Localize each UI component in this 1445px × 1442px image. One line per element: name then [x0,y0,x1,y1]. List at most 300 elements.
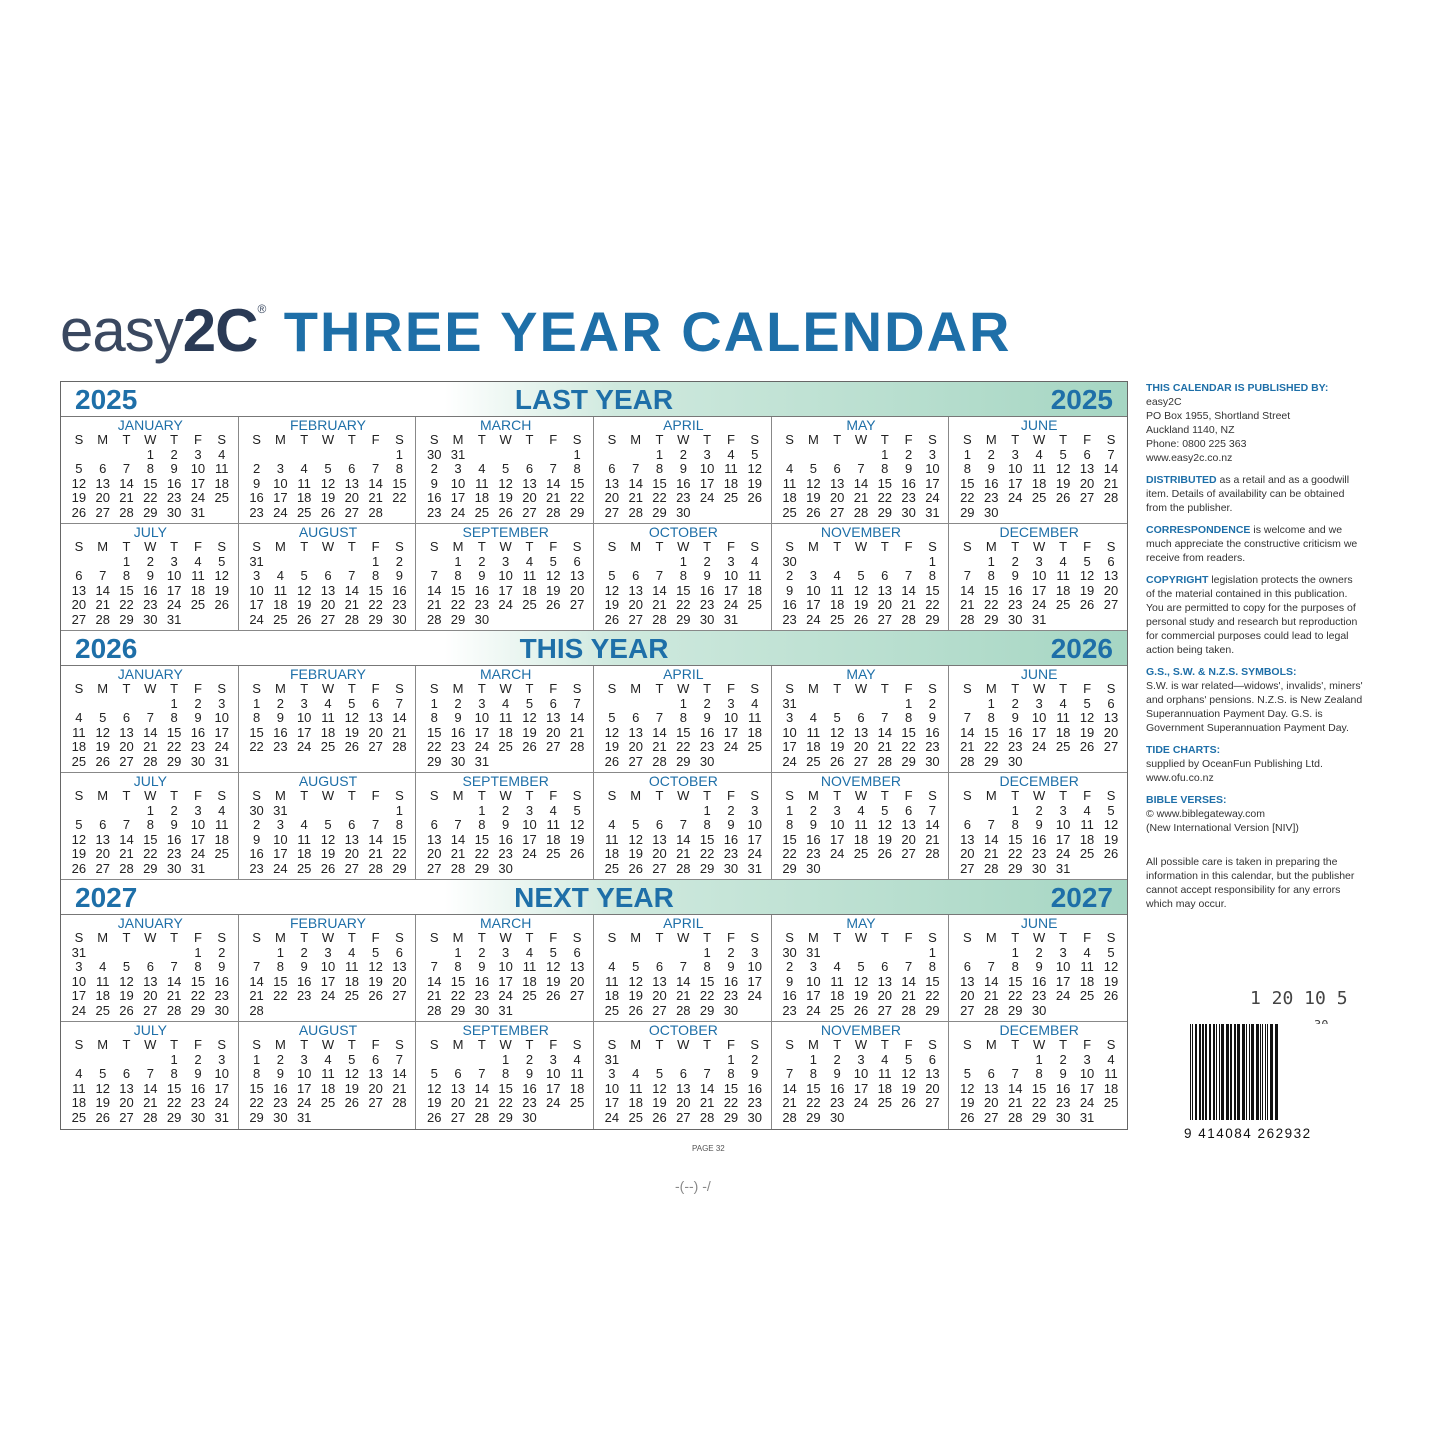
day-cell [67,1053,91,1068]
day-cell: 28 [119,860,134,876]
weekday-header: S [785,432,794,447]
day-cell: 1 [454,553,462,569]
weekday-header: T [477,432,486,447]
day-cell: 4 [218,446,226,462]
published-line: www.easy2c.co.nz [1146,452,1233,464]
day-cell: 26 [604,753,620,769]
day-cell: 1 [252,695,261,711]
weekday-header: F [726,432,735,447]
weekday-header: T [655,1037,664,1052]
day-cell: 19 [604,739,620,754]
day-cell: 22 [143,490,158,505]
barcode-bar [1275,1024,1278,1120]
weekday-header: W [321,681,335,696]
day-cell [849,862,873,877]
day-cell [1051,1004,1075,1019]
day-cell [849,448,873,463]
day-cell: 5 [430,1066,438,1081]
day-cell: 20 [1103,724,1119,740]
day-cell: 20 [628,597,643,612]
day-cell: 17 [806,597,821,612]
barcode-bar [1202,1024,1204,1120]
day-cell: 19 [214,582,229,598]
day-cell: 20 [652,988,667,1003]
day-cell: 22 [901,739,916,754]
day-cell: 1 [963,446,971,462]
month-name: OCTOBER [648,1022,718,1038]
tide-line: supplied by OceanFun Publishing Ltd. [1146,758,1323,770]
day-cell: 5 [549,553,557,569]
weekday-header: T [347,681,356,696]
day-cell [1099,1004,1123,1019]
weekday-header: T [525,681,534,696]
day-cell: 9 [1059,1066,1067,1081]
day-cell: 11 [297,475,311,491]
day-cell: 19 [604,597,620,612]
day-cell: 6 [881,959,889,974]
day-cell: 6 [833,461,841,476]
day-cell: 6 [573,553,581,569]
weekday-header: W [854,930,868,945]
day-cell: 29 [723,1109,739,1125]
day-cell [422,555,446,570]
day-cell [245,946,269,961]
day-cell: 15 [877,475,893,491]
day-cell: 29 [676,611,691,627]
day-cell: 4 [1107,1051,1115,1067]
day-cell: 21 [984,988,999,1003]
day-cell: 5 [809,461,817,476]
day-cell: 16 [782,988,797,1003]
day-cell: 23 [723,846,739,861]
day-cell [743,1004,767,1019]
day-cell: 15 [1007,831,1023,847]
day-grid [778,433,945,520]
day-cell [541,448,565,463]
day-cell: 7 [252,959,261,974]
day-cell: 9 [904,461,913,476]
day-cell: 22 [249,1095,264,1110]
day-cell: 29 [474,860,490,876]
barcode-bar [1230,1024,1232,1120]
month-name: SEPTEMBER [462,1022,549,1038]
day-cell: 28 [249,1002,264,1018]
day-cell [624,555,648,570]
day-cell: 17 [450,490,466,505]
day-cell: 24 [320,988,336,1003]
weekday-header: W [1033,1037,1046,1052]
day-cell: 13 [1079,461,1095,476]
month-july [61,773,239,880]
day-cell: 14 [901,582,916,598]
day-cell: 29 [1007,1002,1023,1018]
day-cell: 31 [747,860,762,876]
day-cell: 29 [1031,1109,1047,1125]
day-cell: 27 [1079,490,1095,505]
day-cell: 20 [1079,475,1095,491]
day-cell: 16 [806,831,821,847]
weekday-header: S [252,1037,261,1052]
day-cell: 3 [502,944,510,960]
day-cell [1027,506,1051,521]
day-cell: 20 [119,739,134,754]
month-name: SEPTEMBER [462,524,549,540]
day-cell: 22 [392,490,407,505]
day-cell: 27 [829,504,845,520]
day-cell [470,1053,494,1068]
months-grid [61,915,1127,1129]
weekday-header: S [785,681,794,696]
day-cell: 18 [829,988,845,1003]
day-cell: 22 [676,739,691,754]
day-cell: 30 [474,1002,490,1018]
month-april [594,915,772,1022]
month-may [772,417,950,524]
day-cell [873,1111,897,1126]
day-cell: 11 [546,817,561,832]
day-cell: 14 [119,475,134,491]
day-cell [316,555,340,570]
weekday-header: T [1011,1037,1020,1052]
day-cell: 7 [655,568,664,583]
day-cell: 6 [881,568,889,583]
day-cell: 3 [549,1051,557,1067]
day-cell: 4 [833,959,841,974]
day-cell: 7 [881,710,889,725]
day-cell: 17 [498,582,513,598]
month-december [949,773,1127,880]
day-cell: 28 [392,739,407,754]
day-cell: 24 [1007,490,1023,505]
day-cell: 19 [320,846,336,861]
day-cell: 8 [478,817,486,832]
day-cell: 12 [320,475,336,491]
day-cell [955,555,979,570]
day-cell: 3 [1059,802,1067,818]
day-cell: 16 [1055,1080,1071,1096]
day-cell: 11 [1080,817,1094,832]
day-grid [422,433,589,520]
day-cell: 6 [632,568,640,583]
day-cell: 4 [727,446,735,462]
day-cell: 28 [1103,490,1119,505]
month-name: AUGUST [298,1022,358,1038]
day-cell: 29 [984,611,999,627]
day-cell: 27 [652,860,667,876]
day-cell: 5 [857,568,865,583]
day-cell: 18 [604,846,620,861]
day-cell: 28 [119,504,134,520]
day-cell: 27 [392,988,407,1003]
day-cell: 14 [984,973,999,989]
day-cell: 4 [1083,944,1091,960]
day-cell: 30 [901,504,916,520]
day-grid [955,931,1123,1018]
month-name: APRIL [663,417,704,433]
day-cell [518,613,542,628]
day-cell: 17 [747,973,762,989]
day-cell: 30 [699,611,715,627]
day-cell: 29 [877,504,893,520]
day-cell: 15 [450,973,466,989]
day-cell [67,804,91,819]
day-cell: 8 [252,710,261,725]
day-cell: 17 [1055,831,1071,847]
day-cell: 25 [829,611,845,627]
day-cell: 6 [75,568,83,583]
weekday-header: S [74,432,84,447]
day-cell: 11 [854,817,868,832]
day-cell: 22 [676,597,691,612]
day-cell: 15 [901,724,916,740]
day-cell: 22 [984,739,999,754]
weekday-header: S [1106,432,1116,447]
day-cell: 27 [628,611,643,627]
day-cell: 19 [652,1095,667,1110]
day-grid [955,540,1123,627]
day-cell: 29 [450,611,466,627]
day-cell: 23 [474,597,490,612]
day-cell: 24 [190,490,206,505]
day-cell: 15 [426,724,442,740]
day-cell: 14 [392,1066,407,1081]
weekday-header: M [807,539,819,554]
weekday-header: T [347,788,356,803]
day-cell: 20 [95,846,110,861]
year-label-right: 2026 [1050,633,1113,664]
day-cell: 21 [901,597,916,612]
day-cell: 18 [522,973,537,989]
day-cell: 8 [395,461,404,476]
day-cell: 31 [214,753,229,769]
day-cell: 15 [723,1080,739,1096]
day-cell: 17 [296,1080,312,1096]
day-cell: 4 [276,568,284,583]
day-cell: 21 [782,1095,797,1110]
day-cell: 1 [146,446,154,462]
weekday-header: M [97,432,109,447]
published-line: easy2C [1146,396,1182,408]
day-cell: 27 [960,1002,975,1018]
day-cell: 14 [628,475,643,491]
day-cell: 11 [878,1066,892,1081]
day-cell: 21 [676,846,691,861]
day-cell: 19 [1055,475,1071,491]
barcode-bar [1213,1024,1215,1120]
day-cell: 6 [679,1066,687,1081]
day-cell: 12 [95,724,110,740]
day-cell: 29 [249,1109,264,1125]
day-cell: 29 [806,1109,821,1125]
weekday-header: M [274,788,286,803]
day-cell: 27 [522,504,537,520]
day-cell: 30 [806,860,821,876]
weekday-header: T [1011,930,1020,945]
month-name: JULY [133,524,167,540]
day-cell: 30 [498,860,513,876]
day-cell: 4 [75,1066,83,1081]
day-cell: 14 [925,817,940,832]
weekday-header: W [321,432,335,447]
weekday-header: T [655,539,664,554]
day-cell: 21 [925,831,940,847]
day-cell: 19 [960,1095,975,1110]
distributed-section [1146,473,1364,515]
day-cell [979,804,1003,819]
day-cell: 6 [348,817,356,832]
day-cell: 20 [344,846,360,861]
day-cell: 8 [928,568,937,583]
day-cell: 17 [273,846,288,861]
day-cell: 19 [901,1080,916,1096]
day-cell: 24 [747,988,762,1003]
day-cell: 28 [166,1002,182,1018]
day-cell: 9 [502,817,510,832]
day-cell: 4 [1059,553,1067,569]
day-cell: 21 [1103,475,1119,491]
day-cell: 21 [960,597,975,612]
day-cell: 4 [75,710,83,725]
day-cell: 16 [1007,724,1023,740]
day-cell: 22 [426,739,442,754]
day-cell: 17 [829,831,845,847]
day-cell: 3 [857,1051,865,1067]
bible-line: © www.biblegateway.com [1146,808,1266,820]
day-cell: 14 [392,710,407,725]
day-cell: 15 [806,1080,821,1096]
day-cell: 12 [214,568,229,583]
day-cell [849,697,873,712]
day-cell: 19 [95,1095,110,1110]
weekday-header: S [962,930,972,945]
day-cell: 25 [723,490,739,505]
day-grid [245,789,412,876]
day-cell: 25 [498,739,513,754]
day-cell: 10 [829,817,845,832]
day-cell: 3 [276,461,284,476]
weekday-header: T [170,432,179,447]
day-grid [245,540,412,627]
day-cell: 17 [214,724,229,740]
day-cell: 17 [853,1080,869,1096]
weekday-header: T [477,1037,486,1052]
day-cell: 16 [474,973,490,989]
pencil-scribble: -(--) -/ [675,1178,711,1194]
day-cell: 26 [426,1109,442,1125]
day-cell: 3 [928,446,937,462]
day-cell: 12 [747,461,762,476]
weekday-header: T [525,788,534,803]
day-cell: 28 [1007,1109,1023,1125]
day-cell: 26 [71,860,87,876]
day-cell: 9 [276,1066,284,1081]
day-cell: 2 [252,461,261,476]
day-cell: 27 [546,739,561,754]
day-cell [624,946,648,961]
disclaimer: All possible care is taken in preparing the information in this calendar, but the publisher cannot accept responsibility for any errors which may occur. [1146,856,1355,910]
day-cell: 24 [214,1095,229,1110]
day-cell: 3 [727,695,735,711]
day-cell [494,613,518,628]
day-cell: 30 [190,1109,206,1125]
day-cell: 8 [454,568,462,583]
day-cell [1099,1111,1123,1126]
weekday-header: T [1059,930,1068,945]
day-cell: 6 [146,959,154,974]
day-cell: 26 [569,846,585,861]
day-cell: 23 [1007,739,1023,754]
day-cell: 26 [522,739,537,754]
correspondence-text: is welcome and we much appreciate the constructive criticism we receive from readers. [1146,524,1358,564]
day-cell: 30 [249,802,264,818]
day-cell: 8 [809,1066,817,1081]
weekday-header: T [703,1037,712,1052]
published-line: PO Box 1955, Shortland Street [1146,410,1291,422]
day-cell: 26 [119,1002,134,1018]
day-cell [778,1053,802,1068]
weekday-header: W [1033,539,1046,554]
day-cell: 7 [395,695,404,711]
day-cell [600,804,624,819]
month-name: JUNE [1020,666,1058,682]
day-cell: 1 [478,802,486,818]
day-cell: 28 [960,611,975,627]
weekday-header: T [300,930,309,945]
weekday-header: M [97,1037,109,1052]
day-cell: 3 [703,446,711,462]
day-cell: 28 [143,753,158,769]
day-cell: 1 [809,1051,817,1067]
day-cell: 4 [751,553,759,569]
day-cell: 2 [727,944,735,960]
day-cell: 10 [1055,817,1071,832]
day-cell [316,1111,340,1126]
day-cell: 12 [95,1080,110,1096]
day-cell: 31 [249,553,264,569]
day-cell: 21 [652,739,667,754]
month-name: JANUARY [117,915,183,931]
day-grid [600,682,767,769]
day-cell: 21 [143,1095,158,1110]
day-cell: 9 [525,1066,534,1081]
day-cell: 20 [426,846,442,861]
month-august [239,524,417,631]
day-cell: 8 [276,959,284,974]
day-cell: 4 [608,817,616,832]
day-cell: 13 [522,475,537,491]
day-cell [446,804,470,819]
weekday-header: F [726,788,735,803]
day-cell: 5 [751,446,759,462]
day-cell: 30 [190,753,206,769]
day-cell: 28 [546,504,561,520]
weekday-header: T [833,539,842,554]
day-cell: 5 [963,1066,971,1081]
day-cell: 22 [1007,988,1023,1003]
day-cell [541,1004,565,1019]
day-cell: 11 [522,959,537,974]
weekday-header: T [300,681,309,696]
day-grid [245,433,412,520]
day-cell: 12 [829,724,845,740]
month-name: JUNE [1020,915,1058,931]
day-cell: 22 [119,597,134,612]
weekday-header: S [74,1037,84,1052]
day-grid [422,789,589,876]
day-cell: 7 [679,817,687,832]
day-cell: 21 [368,490,383,505]
weekday-header: S [395,788,404,803]
